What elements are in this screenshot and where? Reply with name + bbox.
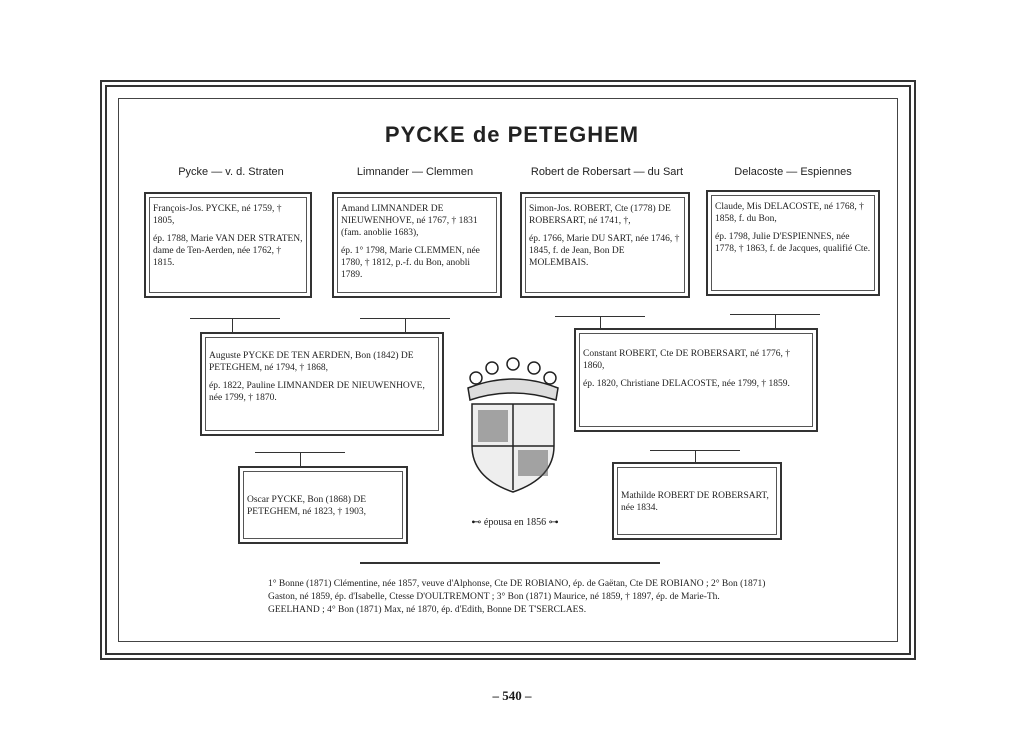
column-heading-limnander: Limnander — Clemmen [356, 166, 474, 178]
box-robert [520, 192, 690, 298]
box-constant-line1: Constant ROBERT, Cte DE ROBERSART, né 1776, † 1860, [583, 349, 790, 371]
ornament-icon: ⊶ [548, 517, 559, 528]
page-title: PYCKE de PETEGHEM [384, 122, 640, 147]
coat-of-arms-icon [458, 356, 568, 496]
box-robert-line1: Simon-Jos. ROBERT, Cte (1778) DE ROBERSART, né 1741, †, [529, 204, 671, 226]
box-mathilde-line1: Mathilde ROBERT DE ROBERSART, née 1834. [621, 491, 769, 513]
connector [300, 452, 301, 466]
box-delacoste [706, 190, 880, 296]
epousa-caption [445, 517, 585, 528]
column-heading-delacoste: Delacoste — Espiennes [734, 166, 852, 178]
page-number-value: 540 [502, 688, 522, 703]
connector [405, 318, 406, 332]
box-constant-line2: ép. 1820, Christiane DELACOSTE, née 1799, † 1859. [583, 379, 790, 389]
box-auguste-line2: ép. 1822, Pauline LIMNANDER DE NIEUWENHOVE, née 1799, † 1870. [209, 381, 425, 403]
divider [360, 562, 660, 564]
box-pycke-line1: François-Jos. PYCKE, né 1759, † 1805, [153, 204, 282, 226]
descendants-notes: 1° Bonne (1871) Clémentine, née 1857, veuve d'Alphonse, Cte DE ROBIANO, ép. de Gaëtan, Cte DE ROBIANO ; 2° Bon (1871) Gaston, né 1859, ép. d'Isabelle, Ctesse D'OULTREMONT ; 3° Bon (1871) Maurice, né 1859, † 1897, ép. de Marie-Th. GEELHAND ; 4° Bon (1871) Max, né 1870, ép. d'Edith, Bonne DE T'SERCLAES. [268, 579, 766, 615]
ornament-icon: – [525, 688, 532, 703]
connector [190, 318, 280, 319]
column-heading-robert: Robert de Robersart — du Sart [530, 166, 684, 178]
box-robert-line2: ép. 1766, Marie DU SART, née 1746, † 1845, f. de Jean, Bon DE MOLEMBAIS. [529, 234, 680, 268]
column-heading-pycke: Pycke — v. d. Straten [178, 166, 284, 178]
box-delacoste-line2: ép. 1798, Julie D'ESPIENNES, née 1778, † 1863, f. de Jacques, qualifié Cte. [715, 232, 871, 254]
box-constant [574, 328, 818, 432]
box-limnander-line2: ép. 1° 1798, Marie CLEMMEN, née 1780, † 1812, p.-f. du Bon, anobli 1789. [341, 246, 480, 280]
box-oscar-line1: Oscar PYCKE, Bon (1868) DE PETEGHEM, né 1823, † 1903, [247, 495, 367, 517]
ornament-icon: ⊷ [471, 517, 482, 528]
box-limnander [332, 192, 502, 298]
box-pycke-line2: ép. 1788, Marie VAN DER STRATEN, dame de Ten-Aerden, née 1762, † 1815. [153, 234, 303, 268]
epousa-text: épousa en 1856 [483, 517, 547, 528]
ornament-icon: – [492, 688, 503, 703]
box-mathilde [612, 462, 782, 540]
box-delacoste-line1: Claude, Mis DELACOSTE, né 1768, † 1858, f. du Bon, [715, 202, 864, 224]
connector [232, 318, 233, 332]
box-limnander-line1: Amand LIMNANDER DE NIEUWENHOVE, né 1767, † 1831 (fam. anoblie 1683), [341, 204, 478, 238]
box-auguste [200, 332, 444, 436]
box-oscar [238, 466, 408, 544]
page-number [0, 688, 1024, 704]
box-auguste-line1: Auguste PYCKE DE TEN AERDEN, Bon (1842) DE PETEGHEM, né 1794, † 1868, [209, 351, 414, 373]
box-pycke [144, 192, 312, 298]
connector [775, 314, 776, 328]
